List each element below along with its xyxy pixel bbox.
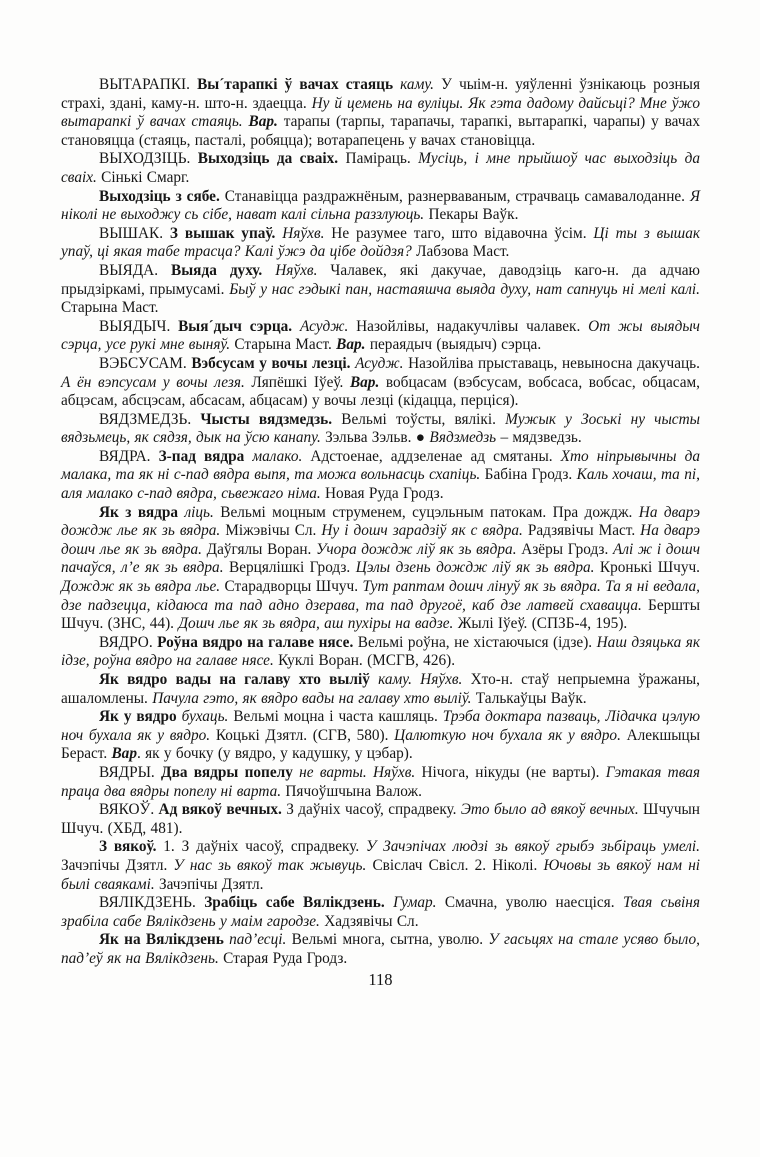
text-segment: не варты. Няўхв. xyxy=(299,763,416,781)
text-segment: З-пад вядра xyxy=(158,447,253,465)
text-segment: Учора дождж ліў як зь вядра. xyxy=(316,540,517,558)
dictionary-entry xyxy=(61,671,700,708)
text-segment: Выходзіць да сваіх. xyxy=(197,150,339,168)
text-segment: Цэлы дзень дождж ліў як зь вядра. xyxy=(355,559,595,577)
text-segment: вобцасам (вэбсусам, вобсаса, вобсас, обцасам, абцэсам, абсцэсам, абсасам, абцасам) у вочы лезці (кідацца, перціся). xyxy=(61,373,700,410)
text-segment: ліць. xyxy=(184,503,214,521)
dictionary-entry xyxy=(61,708,700,764)
text-segment: ВЭБСУСАМ. xyxy=(99,354,192,372)
text-segment: Вельмі роўна, не хістаючыся (ідзе). xyxy=(353,633,597,651)
document-page xyxy=(61,76,700,990)
text-segment: Талькаўцы Ваўк. xyxy=(471,689,587,707)
text-segment: Хто ніпрывычны да малака, та як ні с-пад вядра выпя, та можа вольнасць схапіць. xyxy=(61,447,700,484)
text-segment: Даўгялы Воран. xyxy=(202,540,317,558)
text-segment: Зэльва Зэльв. ● xyxy=(320,429,430,447)
dictionary-entry xyxy=(61,150,700,187)
text-segment: На дварэ дождж лье як зь вядра. xyxy=(61,503,700,540)
text-segment: Гумар. xyxy=(384,894,437,912)
text-segment: Назойлівы, надакучлівы чалавек. xyxy=(348,317,589,335)
text-segment: Твая сьвіня зрабіла сабе Вялікдзень у маім гародзе. xyxy=(61,894,700,930)
text-segment: От жы выядыч сэрца, усе рукі мне выняў. xyxy=(61,317,700,354)
text-segment: ВЯДРО. xyxy=(99,633,158,651)
text-segment: ВЯЛІКДЗЕНЬ. xyxy=(99,894,205,912)
dictionary-entry xyxy=(61,504,700,634)
text-segment: Вы´тарапкі ў вачах стаяць xyxy=(197,76,401,93)
text-segment: каму. xyxy=(400,76,434,93)
text-segment: Ну і дошч зарадзіў як с вядра. xyxy=(321,522,523,540)
text-segment: Пекары Ваўк. xyxy=(424,206,519,224)
text-segment: Вельмі моцна і часта кашляць. xyxy=(228,708,443,726)
dictionary-entry xyxy=(61,894,700,931)
text-segment: каму. Няўхв. xyxy=(378,671,463,688)
text-segment: Это было ад вякоў вечных. xyxy=(460,801,639,819)
text-segment: Пячоўшчына Валож. xyxy=(281,782,422,800)
dictionary-text-block xyxy=(61,76,700,969)
text-segment: ВЫЯДЫЧ. xyxy=(99,317,179,335)
text-segment: Я ніколі не выходжу сь сібе, нават калі сільна раззлуюць. xyxy=(61,187,700,224)
text-segment: Азёры Гродз. xyxy=(516,540,613,558)
text-segment: Асудж. xyxy=(292,317,349,335)
text-segment: Выходзіць з сябе. xyxy=(99,187,220,205)
text-segment: Хадзявічы Сл. xyxy=(319,912,419,930)
text-segment: У нас зь вякоў так жывуць. xyxy=(173,856,367,874)
text-segment: Няўхв. xyxy=(275,224,325,242)
text-segment: Ючовы зь вякоў нам ні былі сваякамі. xyxy=(61,856,701,893)
text-segment: пад’есці. xyxy=(229,931,287,949)
dictionary-entry xyxy=(61,838,700,894)
text-segment: А ён вэпсусам у вочы лезя. xyxy=(61,373,245,391)
dictionary-entry xyxy=(61,318,700,355)
text-segment: пераядыч (выядыч) сэрца. xyxy=(365,336,542,354)
page-number: 118 xyxy=(368,969,393,989)
text-segment: Паміраць. xyxy=(338,150,419,168)
text-segment: Вар xyxy=(111,745,137,763)
text-segment: Як вядро вады на галаву хто выліў xyxy=(99,671,379,688)
text-segment: Вельмі многа, сытна, уволю. xyxy=(286,931,489,949)
text-segment: ВЯДРЫ. xyxy=(99,763,162,781)
text-segment: Вельмі моцным струменем, суцэльным патокам. Пра дождж. xyxy=(213,503,639,521)
text-segment: Алі ж і дошч пачаўся, л’е як зь вядра. xyxy=(61,540,700,577)
text-segment: Вэбсусам у вочы лезці. xyxy=(191,354,351,372)
text-segment: бухаць. xyxy=(181,708,229,726)
text-segment: Кронькі Шчуч. xyxy=(594,559,700,577)
text-segment: Ну й цемень на вуліцы. Як гэта дадому дайсьці? Мне ўжо вытарапкі ў вачах стаяць. xyxy=(61,94,700,131)
dictionary-entry xyxy=(61,225,700,262)
dictionary-entry xyxy=(61,931,700,968)
text-segment: Зрабіць сабе Вялікдзень. xyxy=(204,894,385,912)
text-segment: Два вядры попелу xyxy=(161,763,300,781)
text-segment: Радзявічы Маст. xyxy=(522,522,641,540)
text-segment: У гасьцях на стале усяво было, пад’еў як на Вялікдзень. xyxy=(61,931,700,967)
text-segment: Выяда духу. xyxy=(171,261,263,279)
text-segment: Быў у нас гэдыкі пан, настаяшча выяда духу, нат сапнуць ні мелі калі. xyxy=(229,280,700,298)
text-segment: У Зачэпічах людзі зь вякоў грыбэ зьбіраць умелі. xyxy=(366,838,700,856)
dictionary-entry xyxy=(61,764,700,801)
dictionary-entry xyxy=(61,355,700,411)
text-segment: ВЯДРА. xyxy=(99,447,159,465)
text-segment: Лабзова Маст. xyxy=(411,243,510,261)
text-segment: малако. xyxy=(252,447,303,465)
text-segment: Асудж. xyxy=(350,354,404,372)
text-segment: ВЫЯДА. xyxy=(99,261,172,279)
text-segment: ВЫХОДЗІЦЬ. xyxy=(99,150,198,168)
text-segment: Зачэпічы Дзятл. xyxy=(154,875,264,893)
text-segment: Бабіна Гродз. xyxy=(480,466,577,484)
text-segment: Мужык у Зоські ну чысты вядзьмець, як сядзя, дык на ўсю канапу. xyxy=(61,410,701,447)
text-segment: Трэба доктара пазваць, Лідачка цэлую ноч бухала як у вядро. xyxy=(61,708,700,744)
text-segment: Ад вякоў вечных. xyxy=(158,801,282,819)
text-segment: Вар. xyxy=(349,373,380,391)
text-segment: Старадворцы Шчуч. xyxy=(220,578,363,596)
text-segment: Адстоенае, аддзеленае ад смятаны. xyxy=(302,447,561,465)
text-segment: Пачула гэто, як вядро вады на галаву хто выліў. xyxy=(152,689,472,707)
dictionary-entry xyxy=(61,188,700,225)
text-segment: ВЫШАК. xyxy=(99,224,170,242)
text-segment: Тут раптам дошч лінуў як зь вядра. Та я ні ведала, дзе падзецца, кідаюса та пад адно дзерава, та пад другоё, каб дзе латвей схавацца. xyxy=(61,578,700,614)
text-segment: – мядзведзь. xyxy=(496,429,582,447)
text-segment: Шчучын Шчуч. (ХБД, 481). xyxy=(61,801,700,837)
text-segment: Смачна, уволю наесціся. xyxy=(436,894,623,912)
text-segment: З вышак упаў. xyxy=(169,224,276,242)
text-segment: Выя´дыч сэрца. xyxy=(178,317,293,335)
text-segment: Нічога, нікуды (не варты). xyxy=(415,763,606,781)
text-segment: Мусіць, і мне прыйшоў час выходзіць да сваіх. xyxy=(61,150,700,186)
text-segment: Як на Вялікдзень xyxy=(99,931,230,949)
text-segment: Хто-н. стаў непрыемна ўражаны, ашаломлены. xyxy=(61,671,700,707)
text-segment: Новая Руда Гродз. xyxy=(320,485,444,503)
text-segment: На дварэ дошч лье як зь вядра. xyxy=(61,522,700,558)
text-segment: Дождж як зь вядра лье. xyxy=(61,578,221,596)
dictionary-entry xyxy=(61,262,700,318)
text-segment: Каль хочаш, та пі, аля малако с-пад вядра, сьвежаго німа. xyxy=(61,466,700,503)
text-segment: З даўніх часоў, спрадвеку. xyxy=(281,801,461,819)
text-segment: Не разумее таго, што відавочна ўсім. xyxy=(324,224,594,242)
text-segment: Вар. xyxy=(336,336,366,354)
text-segment: Свіслач Свісл. 2. Ніколі. xyxy=(366,856,544,874)
text-segment: Алекшыцы Бераст. xyxy=(61,726,700,763)
text-segment: ВЫТАРАПКІ. xyxy=(99,76,198,93)
text-segment: Зачэпічы Дзятл. xyxy=(61,856,174,874)
text-segment: Старына Маст. xyxy=(230,336,337,354)
text-segment: 1. З даўніх часоў, спрадвеку. xyxy=(156,838,366,856)
dictionary-entry xyxy=(61,76,700,150)
text-segment: Міжэвічы Сл. xyxy=(220,522,322,540)
text-segment: Чалавек, які дакучае, даводзіць каго-н. да адчаю прыдзіркамі, прымусамі. xyxy=(61,261,700,298)
dictionary-entry xyxy=(61,411,700,448)
text-segment: Вядзмедзь xyxy=(429,429,497,447)
text-segment: Роўна вядро на галаве нясе. xyxy=(157,633,354,651)
text-segment: З вякоў. xyxy=(99,838,157,856)
text-segment: . як у бочку (у вядро, у кадушку, у цэбар). xyxy=(136,745,413,763)
text-segment: Жылі Іўеў. (СПЗБ-4, 195). xyxy=(453,615,628,633)
text-segment: Наш дзяцька як ідзе, роўна вядро на галаве нясе. xyxy=(61,633,700,670)
dictionary-entry xyxy=(61,801,700,838)
dictionary-entry xyxy=(61,448,700,504)
dictionary-entry xyxy=(61,634,700,671)
text-segment: Дошч лье як зь вядра, аш пухіры на вадзе. xyxy=(178,615,454,633)
text-segment: Як з вядра xyxy=(99,503,185,521)
text-segment: Чысты вядзмедзь. xyxy=(200,410,333,428)
text-segment: Гэтакая твая праца два вядры попелу ні варта. xyxy=(61,763,701,800)
text-segment: Куклі Воран. (МСГВ, 426). xyxy=(273,652,456,670)
text-segment: Ці ты з вышак упаў, ці якая табе трасца? Калі ўжэ да цібе дойдзя? xyxy=(61,224,701,261)
text-segment: Старына Маст. xyxy=(61,299,159,317)
text-segment: Коцькі Дзятл. (СГВ, 580). xyxy=(210,726,395,744)
text-segment: Ляпёшкі Іўеў. xyxy=(244,373,350,391)
text-segment: Верцялішкі Гродз. xyxy=(223,559,356,577)
text-segment: ВЯКОЎ. xyxy=(99,801,159,819)
text-segment: Вельмі тоўсты, вялікі. xyxy=(332,410,506,428)
text-segment: Цалюткую ноч бухала як у вядро. xyxy=(394,726,621,744)
text-segment: Старая Руда Гродз. xyxy=(218,949,348,967)
text-segment: ВЯДЗМЕДЗЬ. xyxy=(99,410,201,428)
text-segment: У чыім-н. уяўленні ўзнікаюць розныя страхі, здані, каму-н. што-н. здаецца. xyxy=(61,76,700,112)
text-segment: Бершты Шчуч. (ЗНС, 44). xyxy=(61,596,700,633)
text-segment: Няўхв. xyxy=(262,261,318,279)
text-segment: Вар. xyxy=(248,113,278,131)
text-segment: Назойліва прыставаць, невыносна дакучаць. xyxy=(403,354,700,372)
text-segment: тарапы (тарпы, тарапачы, тарапкі, вытарапкі, чарапы) у вачах становяцца (стаяць, пасталі, робяцца); вотарапецень у вачах становіцца. xyxy=(61,113,700,149)
text-segment: Як у вядро xyxy=(99,708,182,726)
text-segment: Станавіцца раздражнёным, разнерваваным, страчваць самавалоданне. xyxy=(219,187,690,205)
text-segment: Сінькі Смарг. xyxy=(96,168,190,186)
